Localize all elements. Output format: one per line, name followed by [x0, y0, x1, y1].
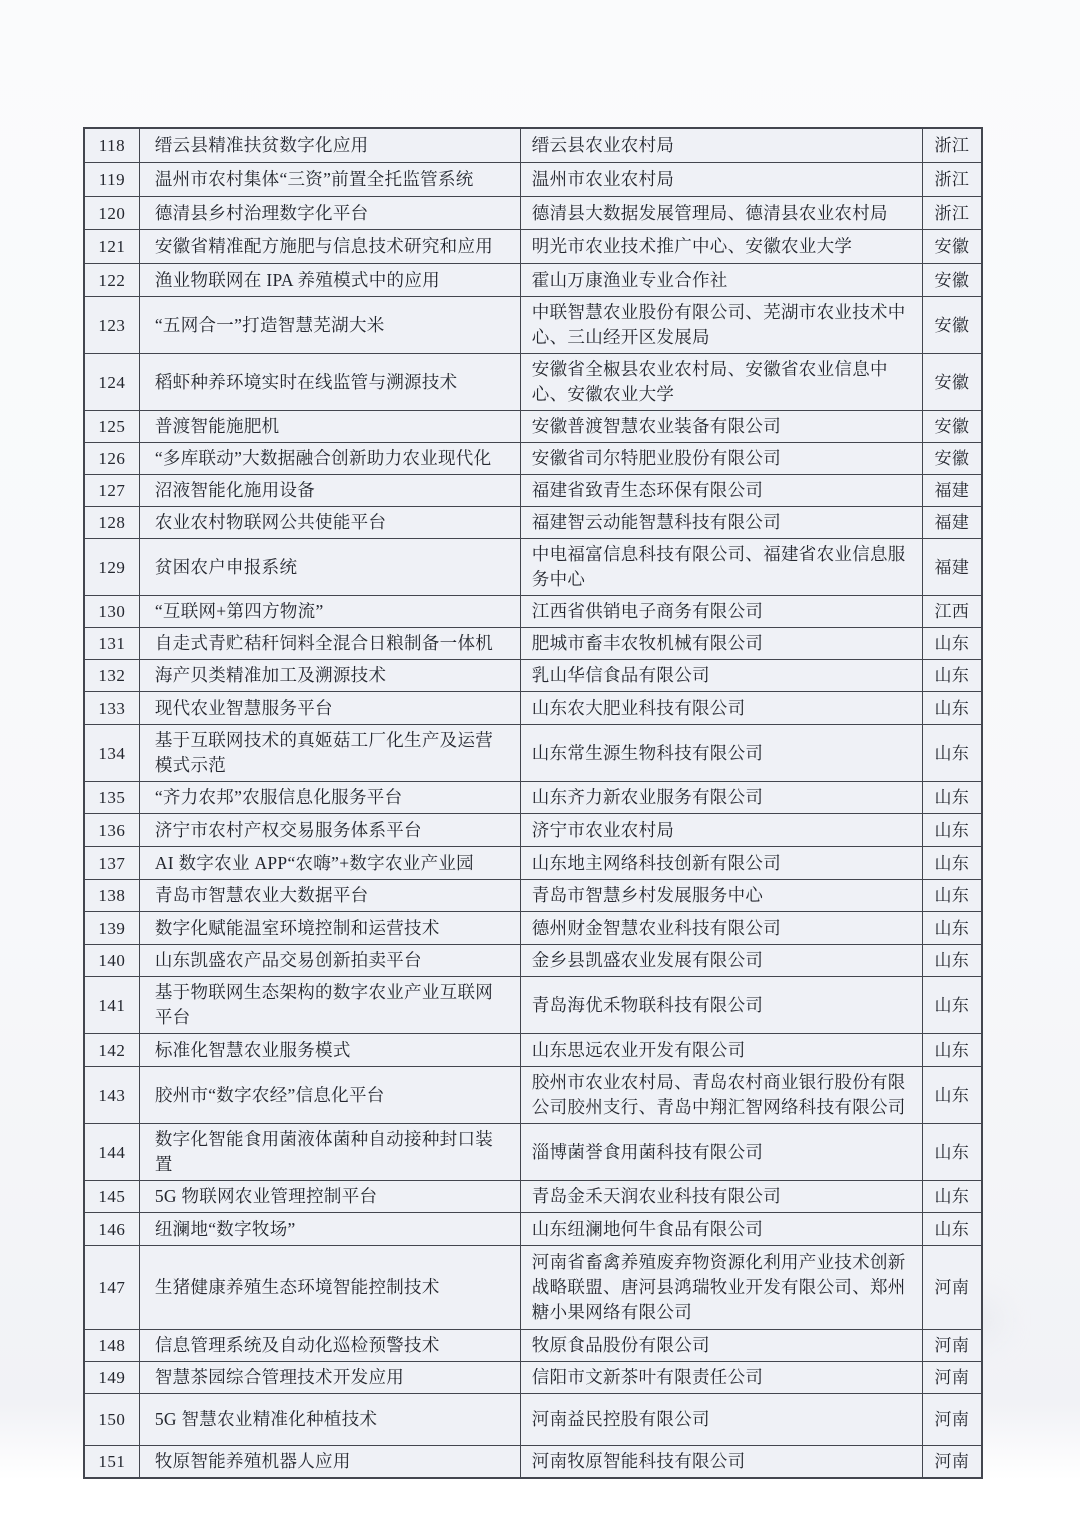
organization-cell: 河南牧原智能科技有限公司 — [521, 1446, 923, 1477]
organization-cell: 金乡县凯盛农业发展有限公司 — [521, 945, 923, 976]
project-name-cell: 牧原智能养殖机器人应用 — [140, 1446, 521, 1477]
table-row — [85, 264, 981, 297]
project-name-cell: 山东凯盛农产品交易创新拍卖平台 — [140, 945, 521, 976]
table-row — [85, 230, 981, 264]
table-row — [85, 912, 981, 945]
row-number-cell: 139 — [85, 912, 140, 944]
row-number-cell: 135 — [85, 782, 140, 813]
row-number-cell: 123 — [85, 297, 140, 353]
province-cell: 浙江 — [923, 197, 981, 229]
row-number-cell: 127 — [85, 475, 140, 506]
province-cell: 山东 — [923, 782, 981, 813]
project-name-cell: 普渡智能施肥机 — [140, 411, 521, 442]
province-cell: 河南 — [923, 1330, 981, 1361]
province-cell: 山东 — [923, 912, 981, 944]
province-cell: 福建 — [923, 539, 981, 595]
table-row — [85, 411, 981, 443]
table-row — [85, 1362, 981, 1394]
table-row — [85, 1213, 981, 1246]
row-number-cell: 143 — [85, 1067, 140, 1123]
province-cell: 江西 — [923, 596, 981, 627]
row-number-cell: 126 — [85, 443, 140, 474]
table-row — [85, 596, 981, 628]
province-cell: 山东 — [923, 1213, 981, 1245]
organization-cell: 中电福富信息科技有限公司、福建省农业信息服务中心 — [521, 539, 923, 595]
row-number-cell: 122 — [85, 264, 140, 296]
row-number-cell: 147 — [85, 1246, 140, 1329]
table-row — [85, 814, 981, 847]
organization-cell: 山东纽澜地何牛食品有限公司 — [521, 1213, 923, 1245]
row-number-cell: 151 — [85, 1446, 140, 1477]
province-cell: 山东 — [923, 1124, 981, 1180]
row-number-cell: 131 — [85, 628, 140, 659]
table-row — [85, 475, 981, 507]
organization-cell: 福建省致青生态环保有限公司 — [521, 475, 923, 506]
table-row — [85, 1181, 981, 1213]
table-row — [85, 1446, 981, 1477]
row-number-cell: 140 — [85, 945, 140, 976]
row-number-cell: 125 — [85, 411, 140, 442]
table-row — [85, 880, 981, 912]
table-row — [85, 628, 981, 660]
project-name-cell: 农业农村物联网公共使能平台 — [140, 507, 521, 538]
row-number-cell: 133 — [85, 692, 140, 724]
project-name-cell: 信息管理系统及自动化巡检预警技术 — [140, 1330, 521, 1361]
province-cell: 福建 — [923, 475, 981, 506]
province-cell: 安徽 — [923, 264, 981, 296]
table-row — [85, 1034, 981, 1067]
row-number-cell: 148 — [85, 1330, 140, 1361]
province-cell: 山东 — [923, 660, 981, 691]
province-cell: 安徽 — [923, 297, 981, 353]
organization-cell: 安徽省全椒县农业农村局、安徽省农业信息中心、安徽农业大学 — [521, 354, 923, 410]
project-name-cell: 稻虾种养环境实时在线监管与溯源技术 — [140, 354, 521, 410]
row-number-cell: 149 — [85, 1362, 140, 1393]
row-number-cell: 132 — [85, 660, 140, 691]
province-cell: 山东 — [923, 1181, 981, 1212]
organization-cell: 安徽省司尔特肥业股份有限公司 — [521, 443, 923, 474]
table-row — [85, 692, 981, 725]
project-name-cell: “齐力农邦”农服信息化服务平台 — [140, 782, 521, 813]
organization-cell: 胶州市农业农村局、青岛农村商业银行股份有限公司胶州支行、青岛中翔汇智网络科技有限公司 — [521, 1067, 923, 1123]
project-name-cell: “多库联动”大数据融合创新助力农业现代化 — [140, 443, 521, 474]
organization-cell: 缙云县农业农村局 — [521, 129, 923, 162]
organization-cell: 安徽普渡智慧农业装备有限公司 — [521, 411, 923, 442]
organization-cell: 山东地主网络科技创新有限公司 — [521, 847, 923, 879]
award-list-table — [83, 127, 983, 1479]
project-name-cell: 数字化赋能温室环境控制和运营技术 — [140, 912, 521, 944]
table-row — [85, 660, 981, 692]
province-cell: 河南 — [923, 1246, 981, 1329]
province-cell: 安徽 — [923, 354, 981, 410]
row-number-cell: 118 — [85, 129, 140, 162]
project-name-cell: 贫困农户申报系统 — [140, 539, 521, 595]
project-name-cell: 基于互联网技术的真姬菇工厂化生产及运营模式示范 — [140, 725, 521, 781]
project-name-cell: 基于物联网生态架构的数字农业产业互联网平台 — [140, 977, 521, 1033]
organization-cell: 山东农大肥业科技有限公司 — [521, 692, 923, 724]
project-name-cell: 济宁市农村产权交易服务体系平台 — [140, 814, 521, 846]
project-name-cell: 5G 物联网农业管理控制平台 — [140, 1181, 521, 1212]
row-number-cell: 142 — [85, 1034, 140, 1066]
organization-cell: 江西省供销电子商务有限公司 — [521, 596, 923, 627]
organization-cell: 温州市农业农村局 — [521, 163, 923, 196]
table-row — [85, 1124, 981, 1181]
row-number-cell: 134 — [85, 725, 140, 781]
province-cell: 山东 — [923, 814, 981, 846]
project-name-cell: 胶州市“数字农经”信息化平台 — [140, 1067, 521, 1123]
province-cell: 山东 — [923, 1067, 981, 1123]
table-row — [85, 163, 981, 197]
organization-cell: 牧原食品股份有限公司 — [521, 1330, 923, 1361]
province-cell: 安徽 — [923, 443, 981, 474]
province-cell: 山东 — [923, 977, 981, 1033]
row-number-cell: 145 — [85, 1181, 140, 1212]
row-number-cell: 128 — [85, 507, 140, 538]
table-row — [85, 782, 981, 814]
project-name-cell: 渔业物联网在 IPA 养殖模式中的应用 — [140, 264, 521, 296]
table-row — [85, 539, 981, 596]
project-name-cell: 温州市农村集体“三资”前置全托监管系统 — [140, 163, 521, 196]
row-number-cell: 150 — [85, 1394, 140, 1445]
project-name-cell: 数字化智能食用菌液体菌种自动接种封口装置 — [140, 1124, 521, 1180]
table-row — [85, 1394, 981, 1446]
row-number-cell: 124 — [85, 354, 140, 410]
province-cell: 山东 — [923, 628, 981, 659]
table-body — [85, 129, 981, 1477]
organization-cell: 河南益民控股有限公司 — [521, 1394, 923, 1445]
organization-cell: 济宁市农业农村局 — [521, 814, 923, 846]
organization-cell: 山东常生源生物科技有限公司 — [521, 725, 923, 781]
organization-cell: 青岛海优禾物联科技有限公司 — [521, 977, 923, 1033]
row-number-cell: 119 — [85, 163, 140, 196]
project-name-cell: 青岛市智慧农业大数据平台 — [140, 880, 521, 911]
organization-cell: 乳山华信食品有限公司 — [521, 660, 923, 691]
project-name-cell: 沼液智能化施用设备 — [140, 475, 521, 506]
province-cell: 山东 — [923, 692, 981, 724]
table-row — [85, 197, 981, 230]
project-name-cell: 生猪健康养殖生态环境智能控制技术 — [140, 1246, 521, 1329]
organization-cell: 淄博菌誉食用菌科技有限公司 — [521, 1124, 923, 1180]
organization-cell: 青岛市智慧乡村发展服务中心 — [521, 880, 923, 911]
organization-cell: 青岛金禾天润农业科技有限公司 — [521, 1181, 923, 1212]
organization-cell: 信阳市文新茶叶有限责任公司 — [521, 1362, 923, 1393]
province-cell: 山东 — [923, 880, 981, 911]
table-row — [85, 297, 981, 354]
project-name-cell: 纽澜地“数字牧场” — [140, 1213, 521, 1245]
organization-cell: 中联智慧农业股份有限公司、芜湖市农业技术中心、三山经开区发展局 — [521, 297, 923, 353]
project-name-cell: “互联网+第四方物流” — [140, 596, 521, 627]
province-cell: 河南 — [923, 1446, 981, 1477]
project-name-cell: 自走式青贮秸秆饲料全混合日粮制备一体机 — [140, 628, 521, 659]
table-row — [85, 977, 981, 1034]
province-cell: 山东 — [923, 945, 981, 976]
project-name-cell: 缙云县精准扶贫数字化应用 — [140, 129, 521, 162]
organization-cell: 山东齐力新农业服务有限公司 — [521, 782, 923, 813]
province-cell: 山东 — [923, 1034, 981, 1066]
province-cell: 河南 — [923, 1362, 981, 1393]
row-number-cell: 136 — [85, 814, 140, 846]
province-cell: 浙江 — [923, 163, 981, 196]
project-name-cell: AI 数字农业 APP“农嗨”+数字农业产业园 — [140, 847, 521, 879]
row-number-cell: 130 — [85, 596, 140, 627]
table-row — [85, 1067, 981, 1124]
project-name-cell: 智慧茶园综合管理技术开发应用 — [140, 1362, 521, 1393]
organization-cell: 肥城市畜丰农牧机械有限公司 — [521, 628, 923, 659]
row-number-cell: 137 — [85, 847, 140, 879]
project-name-cell: 德清县乡村治理数字化平台 — [140, 197, 521, 229]
project-name-cell: 安徽省精准配方施肥与信息技术研究和应用 — [140, 230, 521, 263]
row-number-cell: 146 — [85, 1213, 140, 1245]
table-row — [85, 129, 981, 163]
table-row — [85, 1246, 981, 1330]
province-cell: 安徽 — [923, 230, 981, 263]
table-row — [85, 1330, 981, 1362]
project-name-cell: 现代农业智慧服务平台 — [140, 692, 521, 724]
organization-cell: 德州财金智慧农业科技有限公司 — [521, 912, 923, 944]
organization-cell: 德清县大数据发展管理局、德清县农业农村局 — [521, 197, 923, 229]
table-row — [85, 507, 981, 539]
row-number-cell: 120 — [85, 197, 140, 229]
organization-cell: 霍山万康渔业专业合作社 — [521, 264, 923, 296]
province-cell: 山东 — [923, 725, 981, 781]
table-row — [85, 725, 981, 782]
organization-cell: 河南省畜禽养殖废弃物资源化利用产业技术创新战略联盟、唐河县鸿瑞牧业开发有限公司、郑州糖小果网络有限公司 — [521, 1246, 923, 1329]
table-row — [85, 945, 981, 977]
row-number-cell: 144 — [85, 1124, 140, 1180]
province-cell: 安徽 — [923, 411, 981, 442]
row-number-cell: 129 — [85, 539, 140, 595]
province-cell: 福建 — [923, 507, 981, 538]
province-cell: 山东 — [923, 847, 981, 879]
project-name-cell: 海产贝类精准加工及溯源技术 — [140, 660, 521, 691]
organization-cell: 福建智云动能智慧科技有限公司 — [521, 507, 923, 538]
organization-cell: 山东思远农业开发有限公司 — [521, 1034, 923, 1066]
row-number-cell: 141 — [85, 977, 140, 1033]
row-number-cell: 121 — [85, 230, 140, 263]
project-name-cell: “五网合一”打造智慧芜湖大米 — [140, 297, 521, 353]
province-cell: 浙江 — [923, 129, 981, 162]
table-row — [85, 354, 981, 411]
organization-cell: 明光市农业技术推广中心、安徽农业大学 — [521, 230, 923, 263]
table-row — [85, 847, 981, 880]
project-name-cell: 标准化智慧农业服务模式 — [140, 1034, 521, 1066]
table-row — [85, 443, 981, 475]
province-cell: 河南 — [923, 1394, 981, 1445]
row-number-cell: 138 — [85, 880, 140, 911]
project-name-cell: 5G 智慧农业精准化种植技术 — [140, 1394, 521, 1445]
